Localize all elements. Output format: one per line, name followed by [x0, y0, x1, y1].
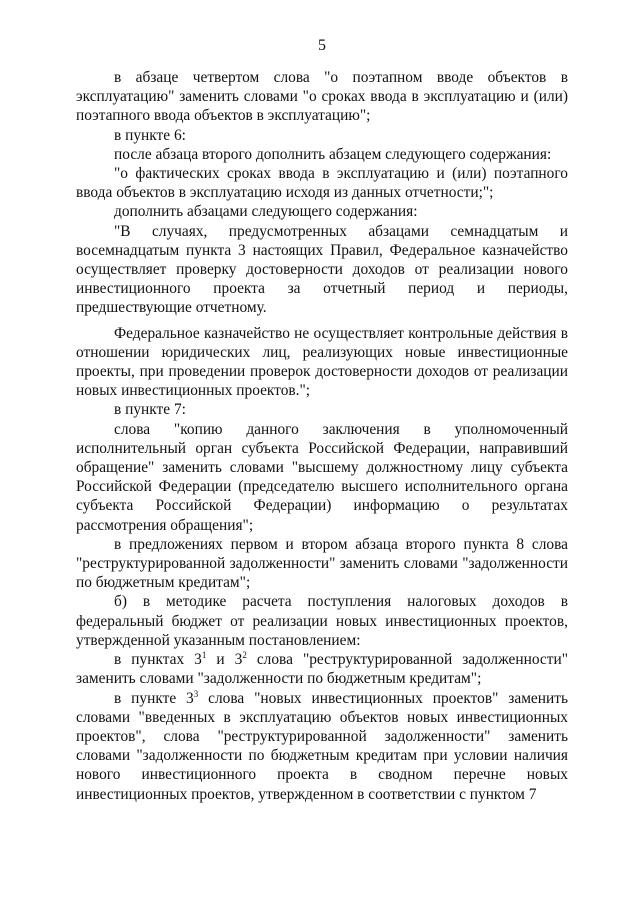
superscript: 3 — [193, 688, 199, 699]
paragraph: б) в методике расчета поступления налоговых доходов в федеральный бюджет от реализации новых инвестиционных проектов, утвержденной указанным постановлением: — [76, 593, 568, 649]
paragraph: "о фактических сроках ввода в эксплуатацию и (или) поэтапного ввода объектов в эксплуатацию исходя из данных отчетности;"; — [76, 165, 568, 202]
paragraph: в абзаце четвертом слова "о поэтапном вводе объектов в эксплуатацию" заменить словами "о сроках ввода в эксплуатацию и (или) поэтапного ввода объектов в эксплуатацию"; — [76, 69, 568, 125]
superscript: 2 — [242, 650, 247, 661]
superscript: 1 — [201, 650, 207, 661]
paragraph: Федеральное казначейство не осуществляет контрольные действия в отношении юридических лиц, реализующих новые инвестиционные проекты, при проведении проверок достоверности доходов от реализации новых инвестиционных проектов."; — [76, 324, 568, 400]
document-body — [76, 68, 568, 804]
paragraph: "В случаях, предусмотренных абзацами семнадцатым и восемнадцатым пункта 3 настоящих Правил, Федеральное казначейство осуществляет проверку достоверности доходов от реализации нового инвестиционного проекта за отчетный период и периоды, предшествующие отчетному. — [76, 222, 568, 317]
paragraph: слова "копию данного заключения в уполномоченный исполнительный орган субъекта Российской Федерации, направивший обращение" заменить словами "высшему должностному лицу субъекта Российской Федерации (председателю высшего исполнительного органа субъекта Российской Федерации) информацию о результатах рассмотрения обращения"; — [76, 420, 568, 534]
paragraph: в пункте 6: — [114, 126, 186, 144]
paragraph-with-superscripts — [76, 689, 568, 804]
page-number: 5 — [318, 37, 326, 54]
text-fragment: в пункте 3 — [114, 689, 194, 707]
text-fragment: в пунктах 3 — [114, 651, 202, 669]
paragraph: после абзаца второго дополнить абзацем следующего содержания: — [114, 145, 552, 163]
paragraph-with-superscripts — [76, 650, 568, 688]
paragraph: в предложениях первом и втором абзаца второго пункта 8 слова "реструктурированной задолженности" заменить словами "задолженности по бюджетным кредитам"; — [76, 535, 568, 592]
text-fragment: слова "реструктурированной задолженности" заменить словами "задолженности по бюджетным кредитам"; — [76, 651, 568, 688]
text-fragment: слова "новых инвестиционных проектов" заменить словами "введенных в эксплуатацию объектов новых инвестиционных проектов", слова "реструктурированной задолженности" заменить словами "задолженности по бюджетным кредитам при условии наличия нового инвестиционного проекта в сводном перечне новых инвестиционных проектов, утвержденном в соответствии с пунктом 7 — [76, 689, 568, 803]
paragraph: дополнить абзацами следующего содержания: — [114, 203, 418, 221]
document-page — [76, 36, 568, 804]
paragraph: в пункте 7: — [114, 401, 186, 419]
text-fragment: и 3 — [206, 651, 243, 669]
